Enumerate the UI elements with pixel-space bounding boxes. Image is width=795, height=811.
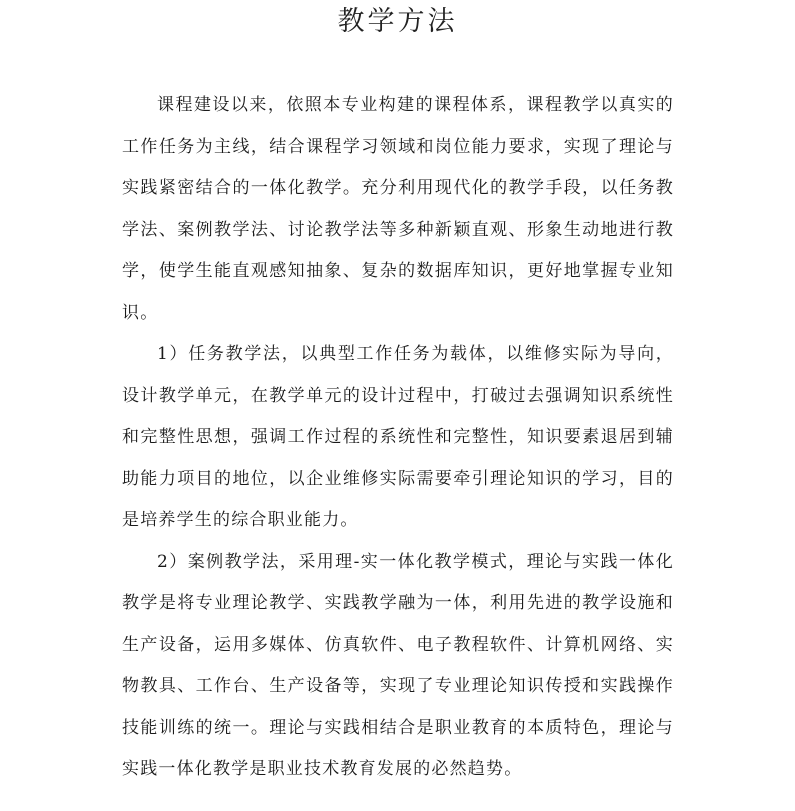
document-body (122, 85, 674, 791)
paragraph-intro: 课程建设以来，依照本专业构建的课程体系，课程教学以真实的工作任务为主线，结合课程学习领域和岗位能力要求，实现了理论与实践紧密结合的一体化教学。充分利用现代化的教学手段，以任务教学法、案例教学法、讨论教学法等多种新颖直观、形象生动地进行教学，使学生能直观感知抽象、复杂的数据库知识，更好地掌握专业知识。 (122, 95, 674, 323)
page-title: 教学方法 (337, 6, 458, 37)
paragraph-task-teaching: 1）任务教学法，以典型工作任务为载体，以维修实际为导向，设计教学单元，在教学单元的设计过程中，打破过去强调知识系统性和完整性思想，强调工作过程的系统性和完整性，知识要素退居到辅助能力项目的地位，以企业维修实际需要牵引理论知识的学习，目的是培养学生的综合职业能力。 (122, 344, 674, 530)
paragraph-case-teaching: 2）案例教学法，采用理-实一体化教学模式，理论与实践一体化教学是将专业理论教学、实践教学融为一体，利用先进的教学设施和生产设备，运用多媒体、仿真软件、电子教程软件、计算机网络、实物教具、工作台、生产设备等，实现了专业理论知识传授和实践操作技能训练的统一。理论与实践相结合是职业教育的本质特色，理论与实践一体化教学是职业技术教育发展的必然趋势。 (122, 551, 674, 779)
